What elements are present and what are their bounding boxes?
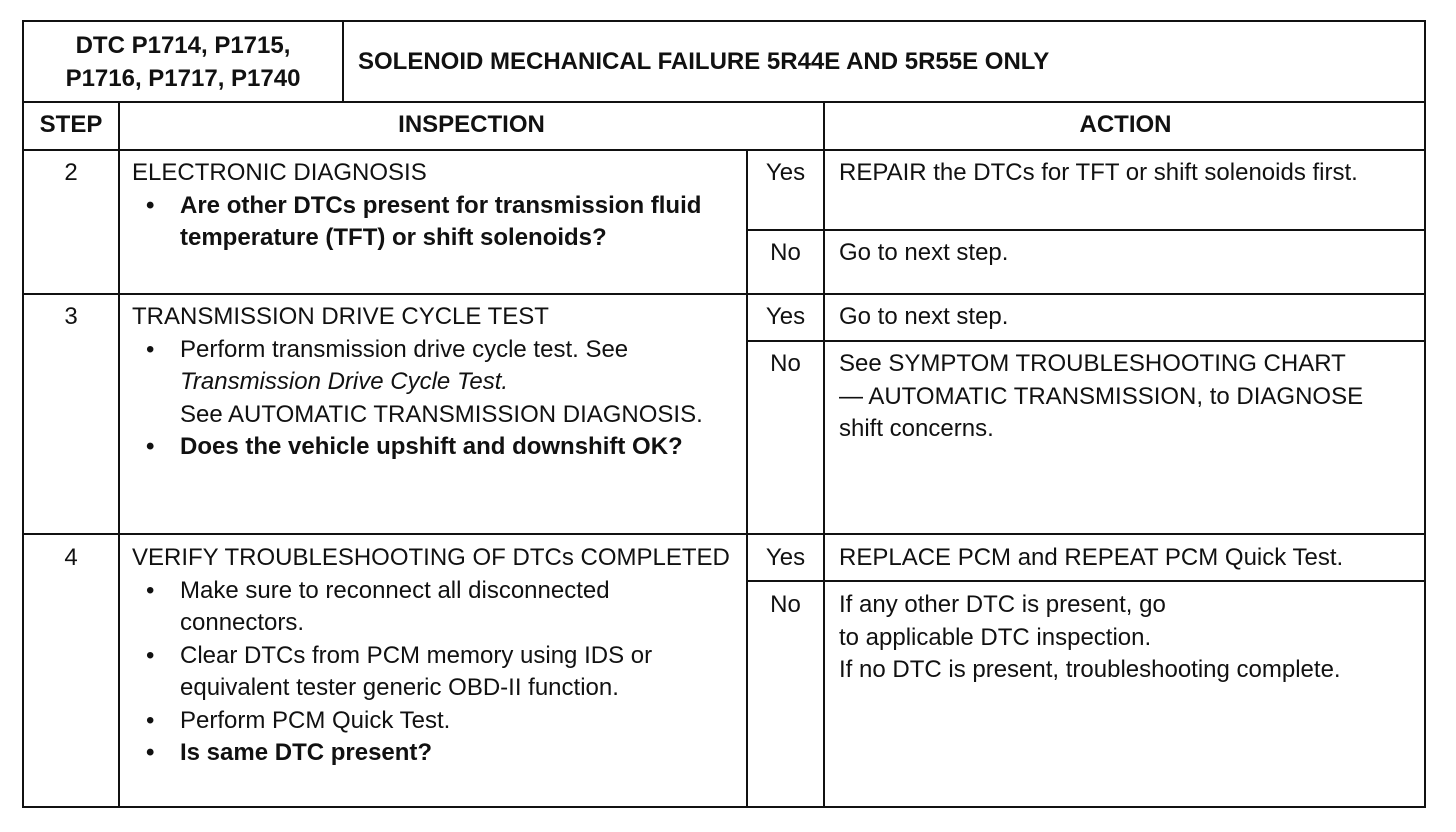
step-number: 3 (64, 303, 78, 330)
answer-yes-label: Yes (765, 303, 806, 330)
answer-rule-row4 (746, 580, 1426, 582)
table-title: SOLENOID MECHANICAL FAILURE 5R44E AND 5R55E ONLY (358, 48, 1050, 75)
bullet-text: Make sure to reconnect all disconnected connectors. (180, 576, 610, 636)
answer-yes-label: Yes (765, 544, 806, 571)
reference-link-drive-cycle-test[interactable]: Transmission Drive Cycle Test. (180, 368, 509, 395)
bullet-text: Perform PCM Quick Test. (180, 706, 451, 734)
answer-no-label: No (770, 350, 801, 377)
column-header-step: STEP (39, 111, 103, 138)
bullet-glyph: • (146, 191, 155, 219)
answer-rule-row3 (746, 340, 1426, 342)
row-rule-3-4 (24, 533, 1426, 535)
inspection-title: VERIFY TROUBLESHOOTING OF DTCs COMPLETED (132, 544, 730, 571)
step-column-divider (118, 102, 120, 808)
bullet-text: Are other DTCs present for transmission fluid temperature (TFT) or shift solenoids? (180, 191, 702, 251)
inspection-title: ELECTRONIC DIAGNOSIS (132, 159, 427, 186)
dtc-table (22, 20, 1426, 808)
bullet-glyph: • (146, 433, 155, 460)
action-no: Go to next step. (839, 239, 1009, 266)
action-no-line-1: If any other DTC is present, go to applicable DTC inspection. (839, 591, 1166, 651)
step-number: 4 (64, 544, 78, 571)
bullet-item (132, 575, 732, 640)
column-header-action: ACTION (1079, 111, 1172, 138)
inspection-cell (132, 157, 732, 255)
action-no (839, 589, 1424, 687)
bullet-item (132, 190, 732, 255)
action-no-line-2: If no DTC is present, troubleshooting complete. (839, 656, 1341, 683)
bullet-item (132, 431, 732, 464)
bullet-glyph: • (146, 706, 155, 734)
dtc-codes-line-1: DTC P1714, P1715, (75, 32, 291, 59)
header-divider-vertical (342, 22, 344, 102)
row-rule-2-3 (24, 293, 1426, 295)
bullet-glyph: • (146, 739, 155, 766)
action-yes: Go to next step. (839, 303, 1009, 330)
bullet-text: Does the vehicle upshift and downshift OK? (180, 433, 683, 460)
action-column-divider (823, 102, 825, 808)
inspection-cell (132, 301, 732, 464)
bullet-text: Clear DTCs from PCM memory using IDS or equivalent tester generic OBD-II function. (180, 641, 653, 701)
bullet-item (132, 334, 732, 432)
bullet-item (132, 640, 732, 705)
column-header-bottom-rule (24, 149, 1426, 151)
inspection-cell (132, 542, 732, 770)
dtc-codes-line-2: P1716, P1717, P1740 (65, 64, 301, 92)
bullet-glyph: • (146, 641, 155, 669)
inspection-title: TRANSMISSION DRIVE CYCLE TEST (132, 303, 549, 330)
action-yes: REPAIR the DTCs for TFT or shift solenoids first. (839, 159, 1358, 186)
action-no: See SYMPTOM TROUBLESHOOTING CHART — AUTOMATIC TRANSMISSION, to DIAGNOSE shift concerns. (839, 350, 1364, 442)
answer-yes-label: Yes (765, 159, 806, 186)
answer-rule-row2 (746, 229, 1426, 231)
column-header-inspection: INSPECTION (398, 111, 545, 138)
bullet-item (132, 737, 732, 770)
bullet-text: Is same DTC present? (180, 739, 433, 766)
header-bottom-rule (24, 101, 1426, 103)
dtc-codes-cell (24, 30, 342, 95)
action-yes: REPLACE PCM and REPEAT PCM Quick Test. (839, 544, 1344, 571)
bullet-text: Perform transmission drive cycle test. See (180, 335, 629, 363)
answer-no-label: No (770, 591, 801, 618)
bullet-item (132, 705, 732, 738)
reference-automatic-transmission-diagnosis: See AUTOMATIC TRANSMISSION DIAGNOSIS. (180, 400, 703, 428)
answer-no-label: No (770, 239, 801, 266)
bullet-glyph: • (146, 576, 155, 604)
bullet-glyph: • (146, 335, 155, 363)
step-number: 2 (64, 159, 78, 186)
